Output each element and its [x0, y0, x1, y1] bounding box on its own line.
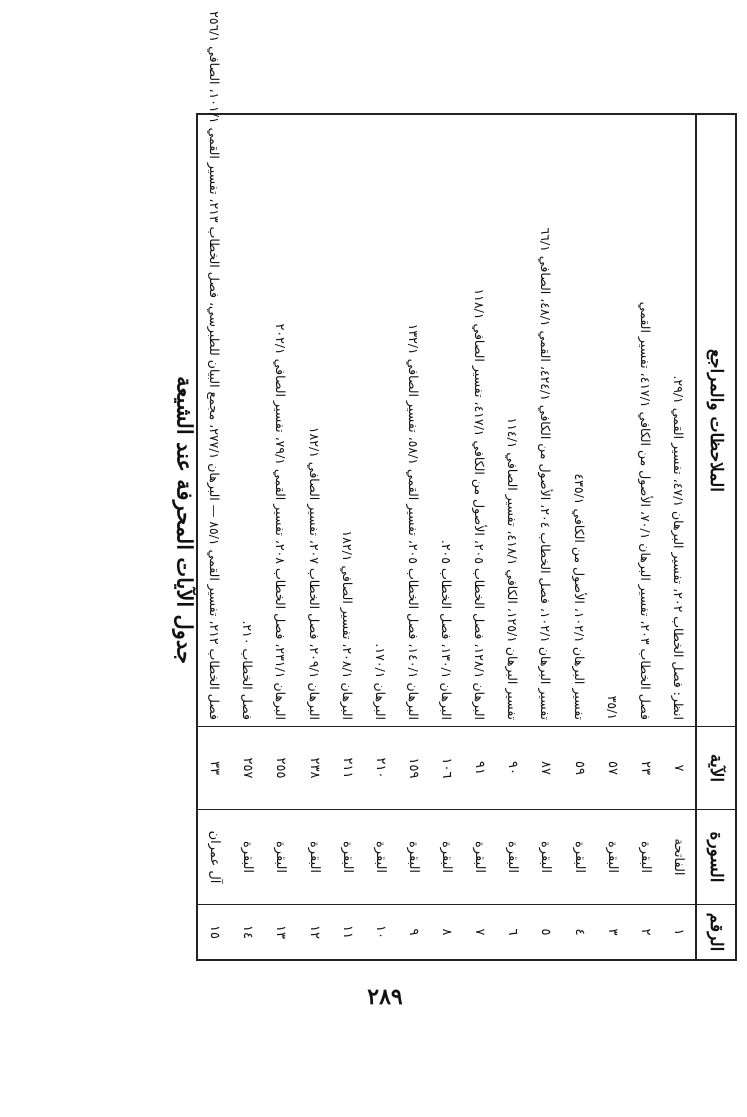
row-ayah: ١٠٦: [430, 727, 463, 810]
row-sura: البقرة: [397, 810, 430, 905]
row-notes: البرهان ١٢٨/١، فصل الخطاب ٢٠٥، الأصول من الكافي ٤١٧/١، تفسير الصافي ١١٨/١: [463, 114, 496, 727]
row-ayah: ٢٥٥: [264, 727, 297, 810]
table-row: [197, 114, 231, 960]
verses-table: [196, 11, 737, 961]
row-ayah: ٨٧: [529, 727, 562, 810]
row-notes: فصل الخطاب ٢١٠.: [231, 114, 264, 727]
row-sura: آل عمران: [197, 810, 231, 905]
row-number: ٧: [463, 905, 496, 961]
table-row: [563, 114, 596, 960]
table-row: [331, 114, 364, 960]
row-notes: تفسير البرهان ١٢٥/١، الكافي ٤١٨/١، تفسير الصافي ١١٤/١: [496, 114, 529, 727]
row-sura: البقرة: [231, 810, 264, 905]
row-number: ١١: [331, 905, 364, 961]
row-number: ١٥: [197, 905, 231, 961]
row-sura: البقرة: [496, 810, 529, 905]
row-sura: الفاتحة: [662, 810, 696, 905]
row-number: ١٢: [298, 905, 331, 961]
table-row: [264, 114, 297, 960]
row-ayah: ١٥٩: [397, 727, 430, 810]
row-notes: تفسير البرهان ١٠٢/١، فصل الخطاب ٢٠٤، الأصول من الكافي ٤٢٤/١، القمي ٤٨/١، الصافي ٦٦/١: [529, 114, 562, 727]
row-number: ٦: [496, 905, 529, 961]
row-notes: انظر: فصل الخطاب ٢٠٢، تفسير البرهان ٤٧/١، تفسير القمي ٢٩/١.: [662, 114, 696, 727]
row-number: ١٣: [264, 905, 297, 961]
header-ayah: الآية: [696, 727, 736, 810]
row-notes: البرهان ١٣٠/١، فصل الخطاب ٢٠٥.: [430, 114, 463, 727]
row-notes: البرهان ٢٠٨/١، تفسير الصافي ١٨٢/١: [331, 114, 364, 727]
row-ayah: ٢٣: [629, 727, 662, 810]
row-sura: البقرة: [596, 810, 629, 905]
row-ayah: ٩٠: [496, 727, 529, 810]
table-header: [696, 114, 736, 960]
row-sura: البقرة: [629, 810, 662, 905]
table-row: [662, 114, 696, 960]
table-row: [430, 114, 463, 960]
header-notes: الملاحظات والمراجع: [696, 114, 736, 727]
row-notes: البرهان ١٧٠/١.: [364, 114, 397, 727]
row-number: ٤: [563, 905, 596, 961]
table-container: [196, 11, 737, 961]
table-row: [364, 114, 397, 960]
row-number: ٢: [629, 905, 662, 961]
row-ayah: ٢٥٧: [231, 727, 264, 810]
row-ayah: ٢٣٨: [298, 727, 331, 810]
table-row: [397, 114, 430, 960]
row-sura: البقرة: [298, 810, 331, 905]
row-sura: البقرة: [529, 810, 562, 905]
table-row: [496, 114, 529, 960]
row-ayah: ٥٧: [596, 727, 629, 810]
row-number: ١٠: [364, 905, 397, 961]
row-sura: البقرة: [463, 810, 496, 905]
row-ayah: ٧: [662, 727, 696, 810]
table-row: [463, 114, 496, 960]
row-notes: البرهان ٢٠٩/١، فصل الخطاب ٢٠٧، تفسير الصافي ١٨٢/١: [298, 114, 331, 727]
row-ayah: ٢١١: [331, 727, 364, 810]
row-notes: فصل الخطاب ٢٠٣، تفسير البرهان ٧٠/١، الأصول من الكافي ٤١٧/١، تفسير القمي: [629, 114, 662, 727]
row-notes: ٣٥/١: [596, 114, 629, 727]
row-number: ٩: [397, 905, 430, 961]
table-row: [629, 114, 662, 960]
header-sura: السورة: [696, 810, 736, 905]
header-number: الرقم: [696, 905, 736, 961]
row-number: ١: [662, 905, 696, 961]
row-ayah: ٣٣: [197, 727, 231, 810]
row-ayah: ٢١٠: [364, 727, 397, 810]
row-number: ١٤: [231, 905, 264, 961]
table-row: [529, 114, 562, 960]
row-sura: البقرة: [430, 810, 463, 905]
table-body: [197, 11, 696, 960]
row-notes: تفسير البرهان ١٠٢/١، الأصول من الكافي ٤٣٥/١: [563, 114, 596, 727]
row-sura: البقرة: [264, 810, 297, 905]
table-row: [231, 114, 264, 960]
row-sura: البقرة: [331, 810, 364, 905]
row-ayah: ٩١: [463, 727, 496, 810]
row-sura: البقرة: [563, 810, 596, 905]
row-ayah: ٥٩: [563, 727, 596, 810]
rotated-table: [196, 11, 737, 961]
row-number: ٣: [596, 905, 629, 961]
row-number: ٥: [529, 905, 562, 961]
table-row: [298, 114, 331, 960]
row-number: ٨: [430, 905, 463, 961]
row-notes: البرهان ٢٣١/١، فصل الخطاب ٢٠٨، تفسير القمي ٧٩/١، تفسير الصافي ٢٠٢/١: [264, 114, 297, 727]
row-notes: البرهان ١٤٠/١، فصل الخطاب ٢٠٥، تفسير القمي ٥٨/١، تفسير الصافي ١٣٢/١: [397, 114, 430, 727]
row-notes: فصل الخطاب ٢١٢، تفسير القمي ٨٥/١ — البرهان ٢٧٧/١، مجمع البيان للطبرسي، فصل الخطاب ٢١٣، تفسير القمي ١٠١/١، الصافي ٢٥٦/١: [197, 114, 231, 727]
header-row: [696, 114, 736, 960]
table-row: [596, 114, 629, 960]
page-number: ٢٨٩: [367, 984, 403, 1010]
page-title: جدول الآيات المحرفة عند الشيعة: [172, 376, 198, 664]
row-sura: البقرة: [364, 810, 397, 905]
